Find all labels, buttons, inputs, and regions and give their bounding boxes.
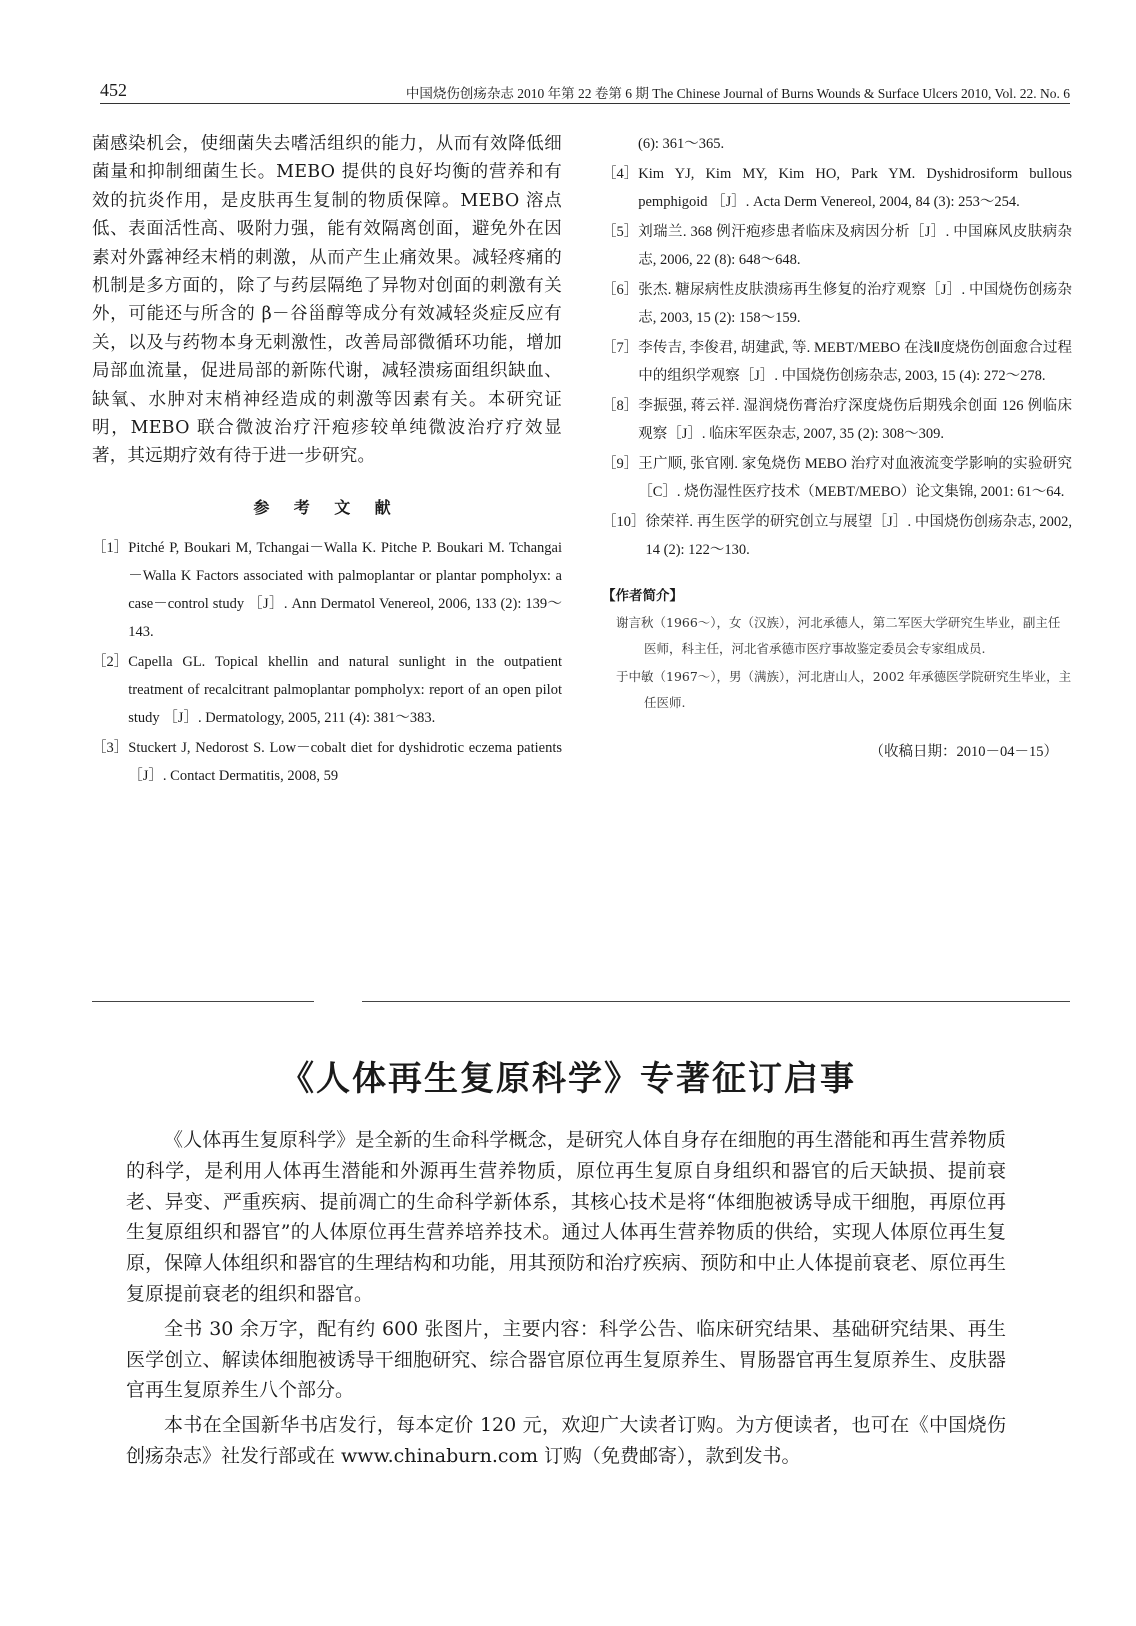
author-bio: 谢言秋（1966～），女（汉族），河北承德人，第二军医大学研究生毕业，副主任医师，科主任，河北省承德市医疗事故鉴定委员会专家组成员. [616,615,1061,656]
references-heading: 参 考 文 献 [253,499,401,517]
journal-running-title: 中国烧伤创疡杂志 2010 年第 22 卷第 6 期 The Chinese Journal of Burns Wounds & Surface Ulcers 2010, Vol. 22. No. 6 [405,86,1070,101]
reference-item [602,276,1072,332]
reference-text: 王广顺, 张官刚. 家兔烧伤 MEBO 治疗对血液流变学影响的实验研究［C］. 烧伤湿性医疗技术（MEBT/MEBO）论文集锦, 2001: 61～64. [638,456,1072,500]
reference-number: ［10］ [602,514,646,530]
reference-text: Pitché P, Boukari M, Tchangai－Walla K. Pitche P. Boukari M. Tchangai－Walla K Factors associated with palmoplantar or plantar pompholyx: a case－control study ［J］. Ann Dermatol Venereol, 2006, 133 (2): 139～143. [128,539,562,640]
reference-item [92,648,562,732]
reference-item [92,734,562,790]
reference-text: 刘瑞兰. 368 例汗疱疹患者临床及病因分析［J］. 中国麻风皮肤病杂志, 2006, 22 (8): 648～648. [638,224,1072,268]
reference-text: 张杰. 糖尿病性皮肤溃疡再生修复的治疗观察［J］. 中国烧伤创疡杂志, 2003, 15 (2): 158～159. [638,282,1072,326]
section-divider [362,1001,1070,1002]
received-date: （收稿日期：2010－04－15） [869,744,1058,760]
reference-text: 徐荣祥. 再生医学的研究创立与展望［J］. 中国烧伤创疡杂志, 2002, 14 (2): 122～130. [645,514,1072,558]
reference-text: Kim YJ, Kim MY, Kim HO, Park YM. Dyshidrosiform bullous pemphigoid ［J］. Acta Derm Venereol, 2004, 84 (3): 253～254. [638,166,1072,210]
reference-number: ［9］ [602,456,639,472]
reference-number: ［5］ [602,224,639,240]
left-column [92,130,562,792]
reference-number: ［4］ [602,166,639,182]
reference-number: ［3］ [92,739,129,756]
reference-item [602,334,1072,390]
author-info [602,584,1072,716]
reference-item [602,508,1072,564]
author-bio: 于中敏（1967～），男（满族），河北唐山人，2002 年承德医学院研究生毕业，主任医师. [616,669,1072,710]
reference-item [602,392,1072,448]
reference-item [92,534,562,646]
section-divider [92,1001,314,1002]
reference-text: 李振强, 蒋云祥. 湿润烧伤膏治疗深度烧伤后期残余创面 126 例临床观察［J］. 临床军医杂志, 2007, 35 (2): 308～309. [638,398,1072,442]
reference-continuation [602,130,1072,158]
reference-number: ［7］ [602,340,639,356]
reference-text: Stuckert J, Nedorost S. Low－cobalt diet for dyshidrotic eczema patients ［J］. Contact Dermatitis, 2008, 59 [128,739,562,784]
header-rule [100,103,1070,104]
reference-text: (6): 361～365. [638,136,725,152]
notice-title: 《人体再生复原科学》专著征订启事 [280,1059,856,1099]
reference-text: Capella GL. Topical khellin and natural sunlight in the outpatient treatment of recalcitrant palmoplantar pompholyx: report of an open pilot study ［J］. Dermatology, 2005, 211 (4): 381～383. [128,653,562,726]
page-number: 452 [100,80,127,100]
author-info-heading: 【作者简介】 [602,588,683,603]
reference-number: ［6］ [602,282,639,298]
reference-number: ［1］ [92,539,129,556]
reference-item [602,160,1072,216]
running-header [100,80,1070,102]
reference-number: ［8］ [602,398,639,414]
notice-paragraph: 本书在全国新华书店发行，每本定价 120 元，欢迎广大读者订购。为方便读者，也可在《中国烧伤创疡杂志》社发行部或在 www.chinaburn.com 订购（免费邮寄），款到发书。 [126,1414,1006,1467]
reference-item [602,218,1072,274]
notice-paragraph: 《人体再生复原科学》是全新的生命科学概念，是研究人体自身存在细胞的再生潜能和再生营养物质的科学，是利用人体再生潜能和外源再生营养物质，原位再生复原自身组织和器官的后天缺损、提前衰老、异变、严重疾病、提前凋亡的生命科学新体系，其核心技术是将“体细胞被诱导成干细胞，再原位再生复原组织和器官”的人体原位再生营养培养技术。通过人体再生营养物质的供给，实现人体原位再生复原，保障人体组织和器官的生理结构和功能，用其预防和治疗疾病、预防和中止人体提前衰老、原位再生复原提前衰老的组织和器官。 [126,1129,1006,1305]
notice-paragraph: 全书 30 余万字，配有约 600 张图片，主要内容：科学公告、临床研究结果、基础研究结果、再生医学创立、解读体细胞被诱导干细胞研究、综合器官原位再生复原养生、胃肠器官再生复原养生、皮肤器官再生复原养生八个部分。 [126,1317,1006,1402]
right-column [602,130,1072,761]
reference-item [602,450,1072,506]
reference-number: ［2］ [92,653,129,670]
reference-text: 李传吉, 李俊君, 胡建武, 等. MEBT/MEBO 在浅Ⅱ度烧伤创面愈合过程中的组织学观察［J］. 中国烧伤创疡杂志, 2003, 15 (4): 272～278. [638,340,1072,384]
body-paragraph: 菌感染机会，使细菌失去嗜活组织的能力，从而有效降低细菌量和抑制细菌生长。MEBO 提供的良好均衡的营养和有效的抗炎作用，是皮肤再生复制的物质保障。MEBO 溶点低、表面活性高、吸附力强，能有效隔离创面，避免外在因素对外露神经末梢的刺激，从而产生止痛效果。减轻疼痛的机制是多方面的，除了与药层隔绝了异物对创面的刺激有关外，可能还与所含的 β－谷甾醇等成分有效减轻炎症反应有关，以及与药物本身无刺激性，改善局部微循环功能，增加局部血流量，促进局部的新陈代谢，减轻溃疡面组织缺血、缺氧、水肿对末梢神经造成的刺激等因素有关。本研究证明，MEBO 联合微波治疗汗疱疹较单纯微波治疗疗效显著，其远期疗效有待于进一步研究。 [92,134,562,467]
notice-body [126,1125,1006,1476]
